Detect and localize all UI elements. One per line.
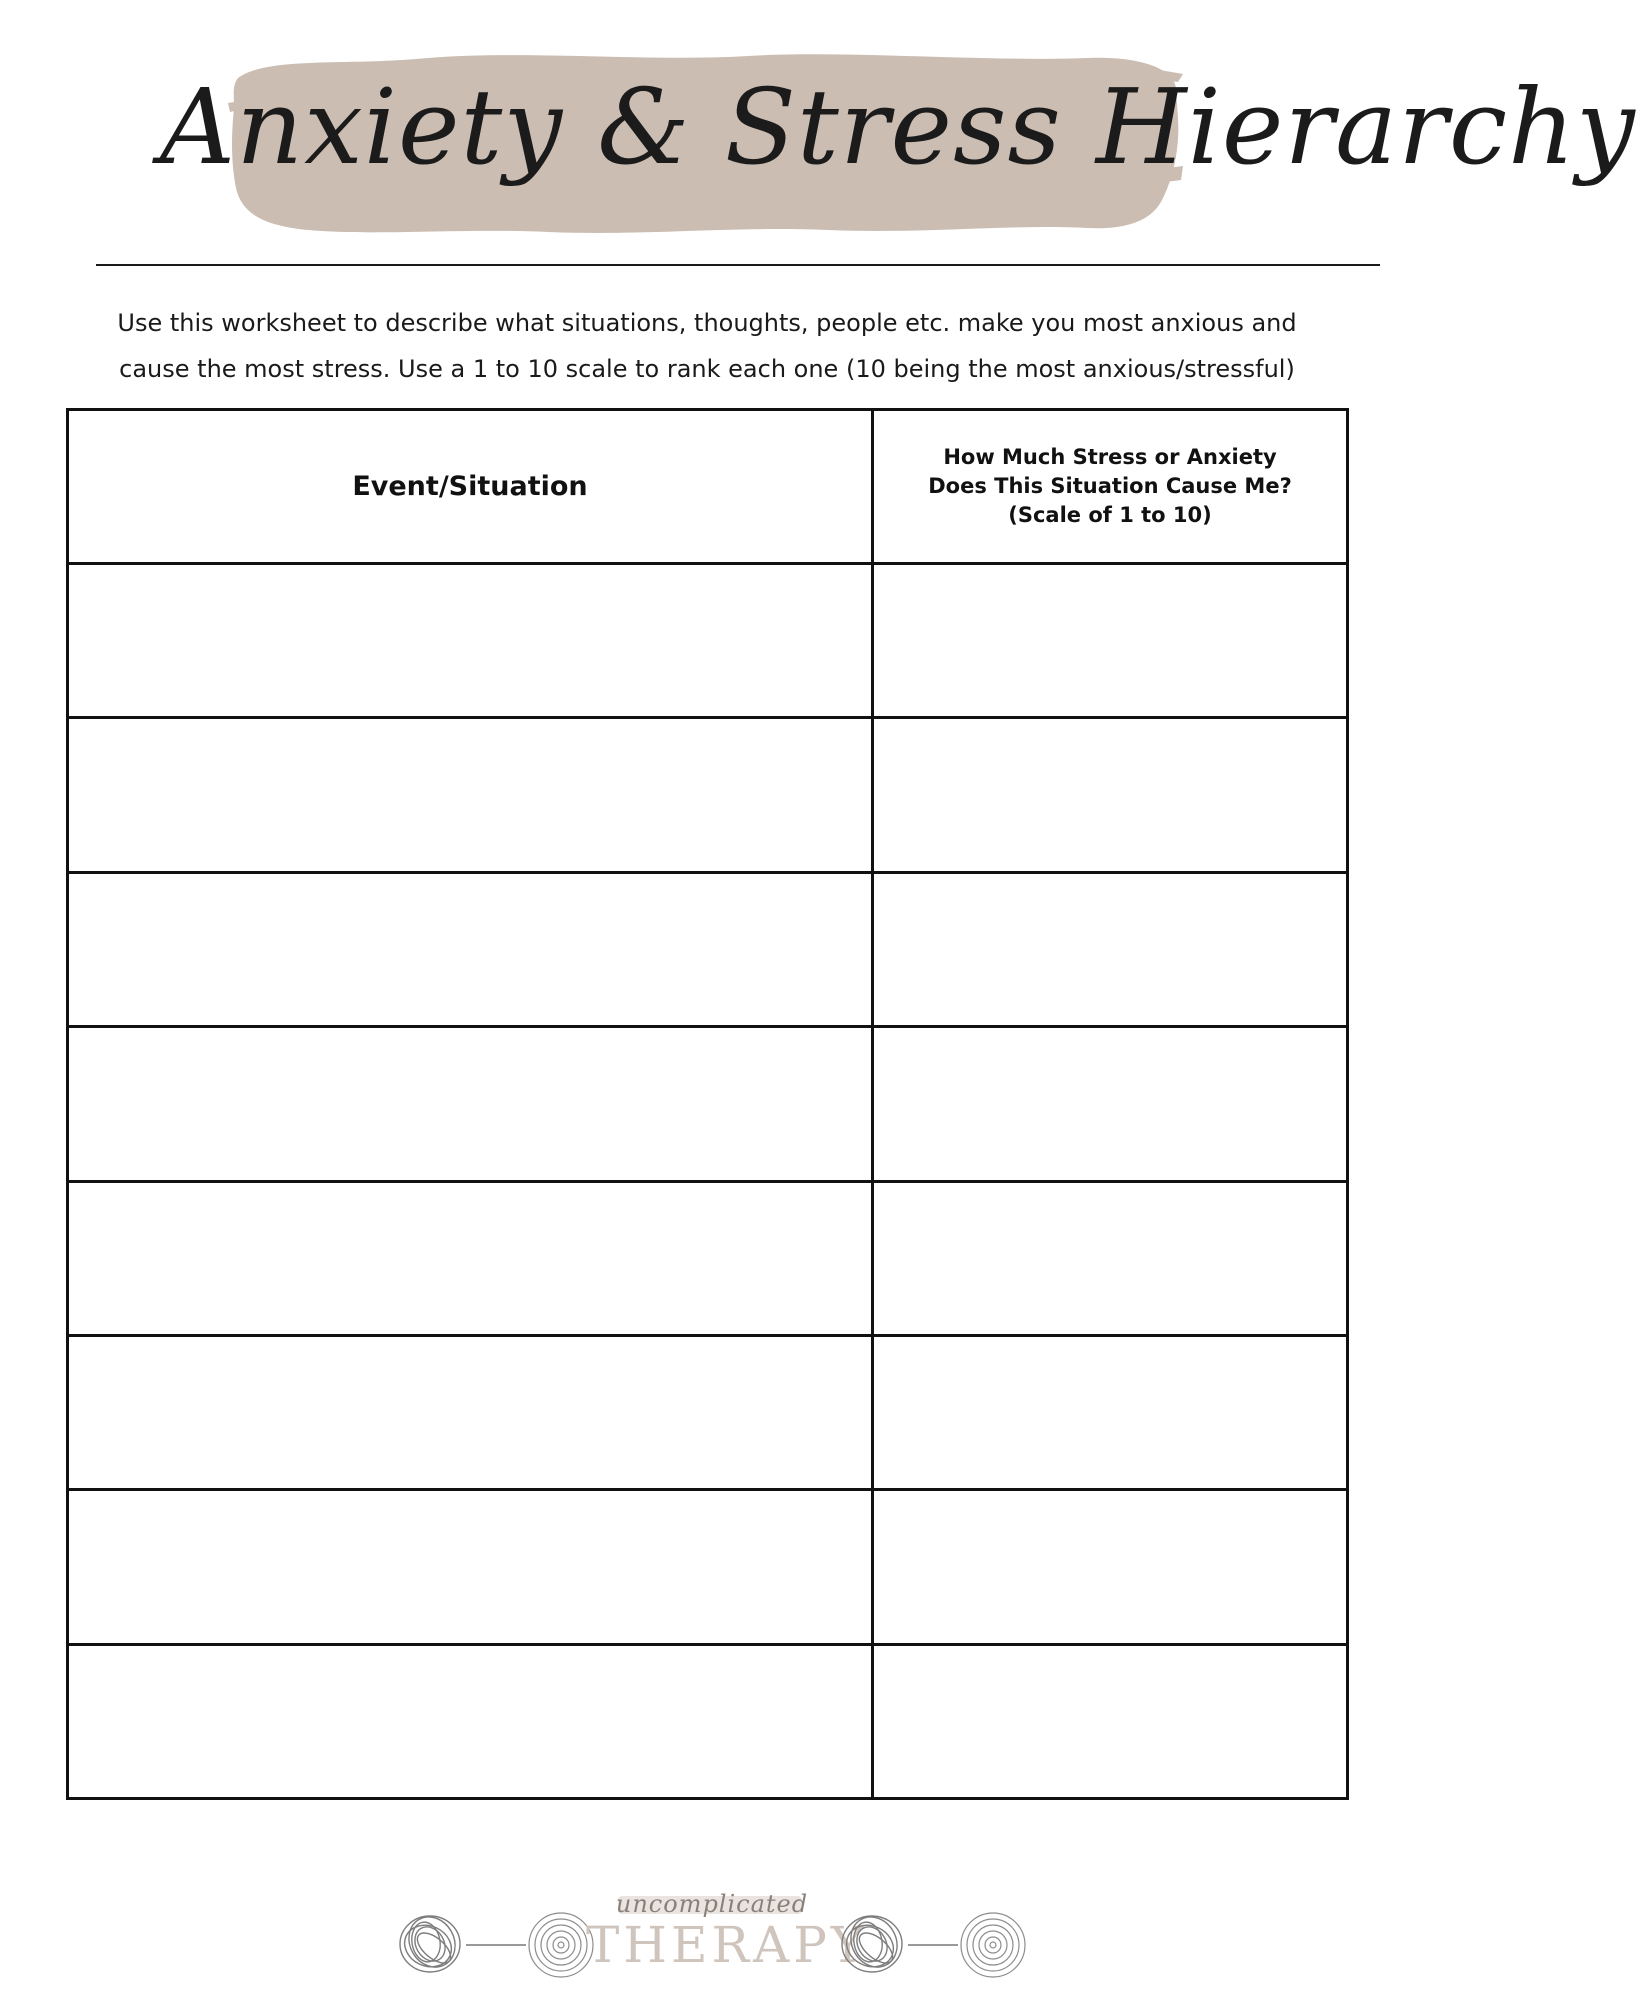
table-row xyxy=(68,564,1348,718)
spiral-icon xyxy=(958,1910,1028,1980)
table-row xyxy=(68,1027,1348,1181)
column-header-scale-line-1: How Much Stress or Anxiety xyxy=(943,445,1277,469)
table-row xyxy=(68,1490,1348,1644)
table-row xyxy=(68,1181,1348,1335)
column-header-scale-line-3: (Scale of 1 to 10) xyxy=(1008,503,1212,527)
instructions-line-2: cause the most stress. Use a 1 to 10 scale to rank each one (10 being the most anxious/stressful) xyxy=(119,355,1295,383)
event-cell[interactable] xyxy=(68,1027,873,1181)
event-cell[interactable] xyxy=(68,1335,873,1489)
event-cell[interactable] xyxy=(68,564,873,718)
connector-line-icon xyxy=(466,1944,526,1946)
connector-line-icon xyxy=(908,1944,958,1946)
event-cell[interactable] xyxy=(68,872,873,1026)
brand-tagline: uncomplicated xyxy=(615,1890,809,1918)
instructions-line-1: Use this worksheet to describe what situations, thoughts, people etc. make you most anxious and xyxy=(117,309,1297,337)
scribble-ball-icon xyxy=(394,1908,466,1980)
scale-cell[interactable] xyxy=(873,1490,1348,1644)
scribble-ball-icon xyxy=(836,1908,908,1980)
scale-cell[interactable] xyxy=(873,1644,1348,1798)
table-row xyxy=(68,1644,1348,1798)
scale-cell[interactable] xyxy=(873,872,1348,1026)
event-cell[interactable] xyxy=(68,1644,873,1798)
column-header-scale-line-2: Does This Situation Cause Me? xyxy=(928,474,1292,498)
scale-cell[interactable] xyxy=(873,564,1348,718)
event-cell[interactable] xyxy=(68,718,873,872)
column-header-scale xyxy=(873,410,1348,564)
table-row xyxy=(68,718,1348,872)
table-row xyxy=(68,1335,1348,1489)
scale-cell[interactable] xyxy=(873,1335,1348,1489)
scale-cell[interactable] xyxy=(873,718,1348,872)
table-row xyxy=(68,872,1348,1026)
event-cell[interactable] xyxy=(68,1490,873,1644)
footer-logo xyxy=(380,1890,1040,1990)
hierarchy-table xyxy=(66,408,1346,1800)
scale-cell[interactable] xyxy=(873,1027,1348,1181)
header-divider xyxy=(96,264,1380,266)
scale-cell[interactable] xyxy=(873,1181,1348,1335)
header xyxy=(0,0,1636,270)
brand-name: THERAPY xyxy=(586,1916,868,1974)
page-title: Anxiety & Stress Hierarchy xyxy=(160,66,1636,188)
instructions xyxy=(50,300,1364,392)
table-header-row xyxy=(68,410,1348,564)
event-cell[interactable] xyxy=(68,1181,873,1335)
column-header-event: Event/Situation xyxy=(68,410,873,564)
